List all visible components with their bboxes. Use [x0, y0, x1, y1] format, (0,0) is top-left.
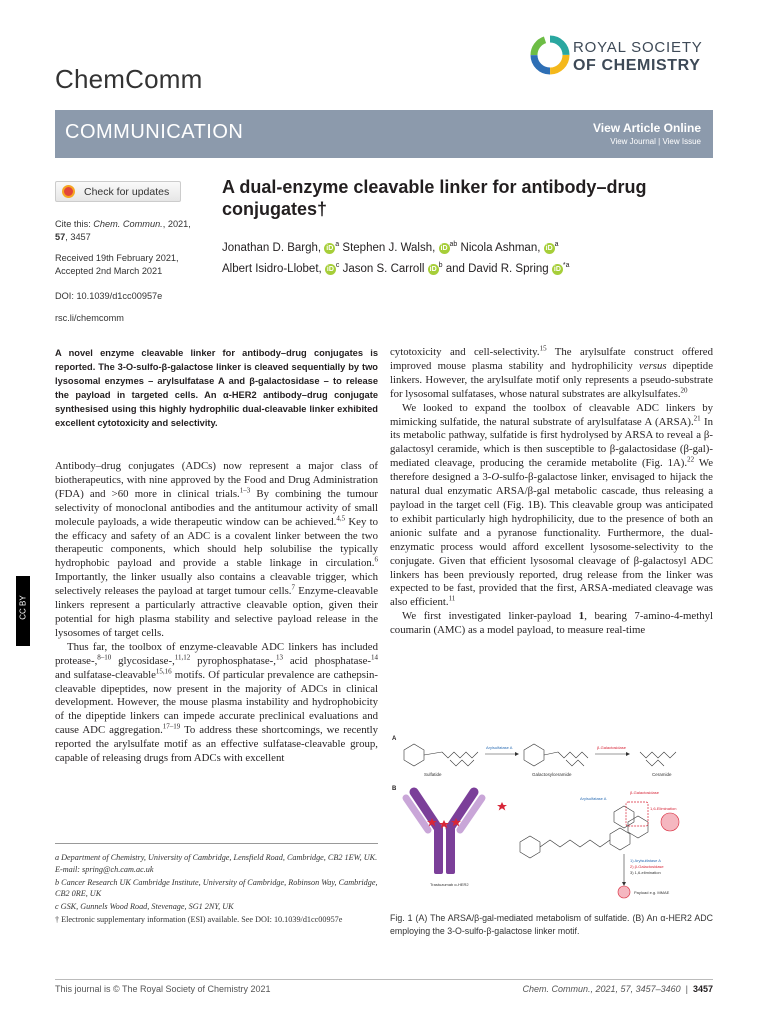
footnote-divider [55, 843, 378, 844]
svg-text:β-Galactosidase: β-Galactosidase [630, 790, 659, 795]
author-name: Jason S. Carroll [342, 263, 425, 275]
body-column-right [390, 346, 713, 638]
check-for-updates-button[interactable] [55, 181, 181, 202]
figure-caption: Fig. 1 (A) The ARSA/β-gal-mediated metabolism of sulfatide. (B) An α-HER2 ADC employing the 3-O-sulfo-β-galactose linker motif. [390, 913, 713, 936]
footnote-affiliation-a: a Department of Chemistry, University of Cambridge, Lensfield Road, Cambridge, CB2 1EW, UK. E-mail: spring@ch.cam.ac.uk [55, 853, 378, 874]
payload-icon [661, 813, 679, 831]
footnotes [55, 852, 378, 927]
antibody-icon [406, 792, 482, 874]
author-list: Jonathan D. Bargh, iD$^a$ Stephen J. Walsh, iD$^{ab}$ Nicola Ashman, iD$^a$ Albert Isidro-Llobet, iD$^c$ Jason S. Carroll iD$^b$ and David R. Spring iD$^{*a}$ [222, 241, 570, 275]
link-separator: | [658, 137, 663, 146]
panel-b-label: B [392, 786, 397, 792]
svg-text:3) 1,6-elimination: 3) 1,6-elimination [630, 870, 661, 875]
check-updates-icon [62, 185, 75, 198]
view-article-online-link[interactable]: View Article Online [592, 121, 701, 135]
publisher-line1: ROYAL SOCIETY [573, 39, 703, 56]
section-banner [55, 110, 713, 158]
body-paragraph: We looked to expand the toolbox of cleavable ADC linkers by mimicking sulfatide, the natural substrate of arylsulfatase A (ARSA).$^{21}$ In its metabolic pathway, sulfatide is first hydrolysed by ARSA to reveal a β-galactosyl ceramide, which is then susceptible to β-galactosidase (β-gal)-mediated cleavage, producing the ceramide metabolite (Fig. 1A).$^{22}$ We therefore designed a 3-O-sulfo-β-galactose linker, envisaged to hijack the natural dual enzymatic ARSA/β-gal metabolic cascade, thus releasing a payload in the target cell (Fig. 1B). This cleavable group was anticipated to exhibit particularly high hydrophilicity, due to the presence of both an anionic sulfate and a pyranose functionality. Furthermore, the dual-enzymatic process would afford excellent lysosome-selectivity to the conjugate. Given that efficient lysosomal cleavage of β-galactosyl ADC linkers has been previously reported, drug release from the linker was expected to be fast, provided that the first, ARSA-mediated cleavage was also efficient.$^{11}$ [390, 401, 714, 609]
body-paragraph: Antibody–drug conjugates (ADCs) now represent a major class of biotherapeutics, with nine approved by the Food and Drug Administration (FDA) and >60 more in clinical trials.$^{1-3}$ By combining the tumour selectivity of monoclonal antibodies and the antitumour activity of small molecule payloads, a wide therapeutic window can be achieved.$^{4,5}$ Key to the efficacy and safety of an ADC is a covalent linker between the two therapeutic components, which should help solubilise the typically hydrophobic payload and provide a stable linkage in circulation.$^6$ Importantly, the linker usually also contains a cleavable trigger, which selectively releases the payload at target tumour cells.$^7$ Enzyme-cleavable linkers represent a particularly attractive cleavable option, given their potential for high plasma stability and selective payload release in the lysosomes of target cells. [55, 460, 378, 639]
cite-this: Cite this: Chem. Commun., 2021, 57, 3457 [55, 219, 191, 242]
doi[interactable]: DOI: 10.1039/d1cc00957e [55, 291, 163, 301]
svg-text:Ceramide: Ceramide [652, 772, 672, 777]
svg-text:Galactosylceramide: Galactosylceramide [532, 772, 572, 777]
panel-a-label: A [392, 736, 397, 742]
orcid-icon[interactable]: iD [326, 245, 334, 252]
page-number: 3457 [692, 984, 713, 994]
svg-text:2) β-Galactosidase: 2) β-Galactosidase [630, 864, 664, 869]
author-name: and David R. Spring [445, 263, 549, 275]
view-links [610, 137, 701, 146]
cc-by-license-icon[interactable]: CC BY [16, 576, 30, 646]
ceramide-structure [640, 752, 676, 766]
svg-text:β-Galactosidase: β-Galactosidase [597, 745, 626, 750]
journal-name: ChemComm [55, 64, 203, 94]
author-name: Jonathan D. Bargh, [222, 242, 322, 254]
galactosylceramide-structure [524, 744, 588, 766]
svg-text:Payload e.g. MMAE: Payload e.g. MMAE [634, 890, 670, 895]
journal-url[interactable]: rsc.li/chemcomm [55, 313, 124, 323]
article-title: A dual-enzyme cleavable linker for antibody–drug conjugates† [222, 177, 647, 219]
figure-1 [390, 730, 713, 902]
orcid-icon[interactable]: iD [429, 266, 437, 273]
footer-citation: Chem. Commun., 2021, 57, 3457–3460 | 3457 [522, 984, 713, 994]
svg-text:Trastuzumab α-HER2: Trastuzumab α-HER2 [430, 882, 469, 887]
footer-copyright: This journal is © The Royal Society of Chemistry 2021 [55, 984, 271, 994]
section-title: COMMUNICATION [65, 121, 244, 143]
svg-text:Sulfatide: Sulfatide [424, 772, 442, 777]
author-name: Albert Isidro-Llobet, [222, 263, 322, 275]
orcid-icon[interactable]: iD [553, 266, 561, 273]
publisher-line2: OF CHEMISTRY [573, 57, 701, 74]
footnote-affiliation-c: c GSK, Gunnels Wood Road, Stevenage, SG1 2NY, UK [55, 902, 234, 911]
sulfatide-structure [404, 744, 478, 766]
footer-divider [55, 979, 713, 980]
check-updates-label: Check for updates [84, 186, 170, 198]
orcid-icon[interactable]: iD [440, 245, 448, 252]
received-dates: Received 19th February 2021, Accepted 2nd March 2021 [55, 253, 179, 276]
body-column-left [55, 460, 378, 766]
body-paragraph: Thus far, the toolbox of enzyme-cleavable ADC linkers has included protease-,$^{8-10}$ glycosidase-,$^{11,12}$ pyrophosphatase-,$^{13}$ acid phosphatase-$^{14}$ and sulfatase-cleavable$^{15,16}$ motifs. Of particular prevalence are cathepsin-cleavable dipeptides, now present in the majority of ADCs in clinical development. However, the mouse plasma instability and hydrophobicity of the dipeptide linkers can impede accurate preclinical evaluations and cause ADC aggregation.$^{17-19}$ To address these shortcomings, we recently reported the arylsulfate motif as an effective sulfatase-cleavable group, capable of releasing drugs from ADCs with excellent [55, 640, 379, 765]
linker-structure [520, 806, 648, 858]
author-name: Stephen J. Walsh, [342, 242, 436, 254]
svg-text:Arylsulfatase A: Arylsulfatase A [486, 745, 513, 750]
footnote-esi: † Electronic supplementary information (ESI) available. See DOI: 10.1039/d1cc00957e [55, 915, 343, 924]
footnote-affiliation-b: b Cancer Research UK Cambridge Institute, University of Cambridge, Robinson Way, Cambridge, CB2 0RE, UK [55, 877, 378, 898]
orcid-icon[interactable]: iD [326, 266, 334, 273]
svg-text:1,6-Elimination: 1,6-Elimination [650, 806, 677, 811]
body-paragraph: We first investigated linker-payload 1, bearing 7-amino-4-methyl coumarin (AMC) as a model payload, to measure real-time [390, 610, 713, 637]
view-journal-link[interactable]: View Journal [610, 137, 656, 146]
body-paragraph: cytotoxicity and cell-selectivity.$^{15}$ The arylsulfate construct offered improved mouse plasma stability and hydrophilicity versus dipeptide linkers. However, the arylsulfate motif only represents a pseudo-substrate for lysosomal sulfatases, whose natural substrates are alkylsulfates.$^{20}$ [390, 344, 713, 400]
svg-text:1) Arylsulfatase A: 1) Arylsulfatase A [630, 858, 661, 863]
author-name: Nicola Ashman, [460, 242, 541, 254]
abstract: A novel enzyme cleavable linker for antibody–drug conjugates is reported. The 3-O-sulfo-β-galactose linker is cleaved sequentially by two lysosomal enzymes – arylsulfatase A and β-galactosidase – to release the payload in targeted cells. An α-HER2 antibody–drug conjugate synthesised using this highly hydrophilic dual-cleavable linker exhibited excellent cytotoxicity and selectivity. [55, 348, 378, 428]
view-issue-link[interactable]: View Issue [662, 137, 701, 146]
svg-text:Arylsulfatase A: Arylsulfatase A [580, 796, 607, 801]
orcid-icon[interactable]: iD [545, 245, 553, 252]
